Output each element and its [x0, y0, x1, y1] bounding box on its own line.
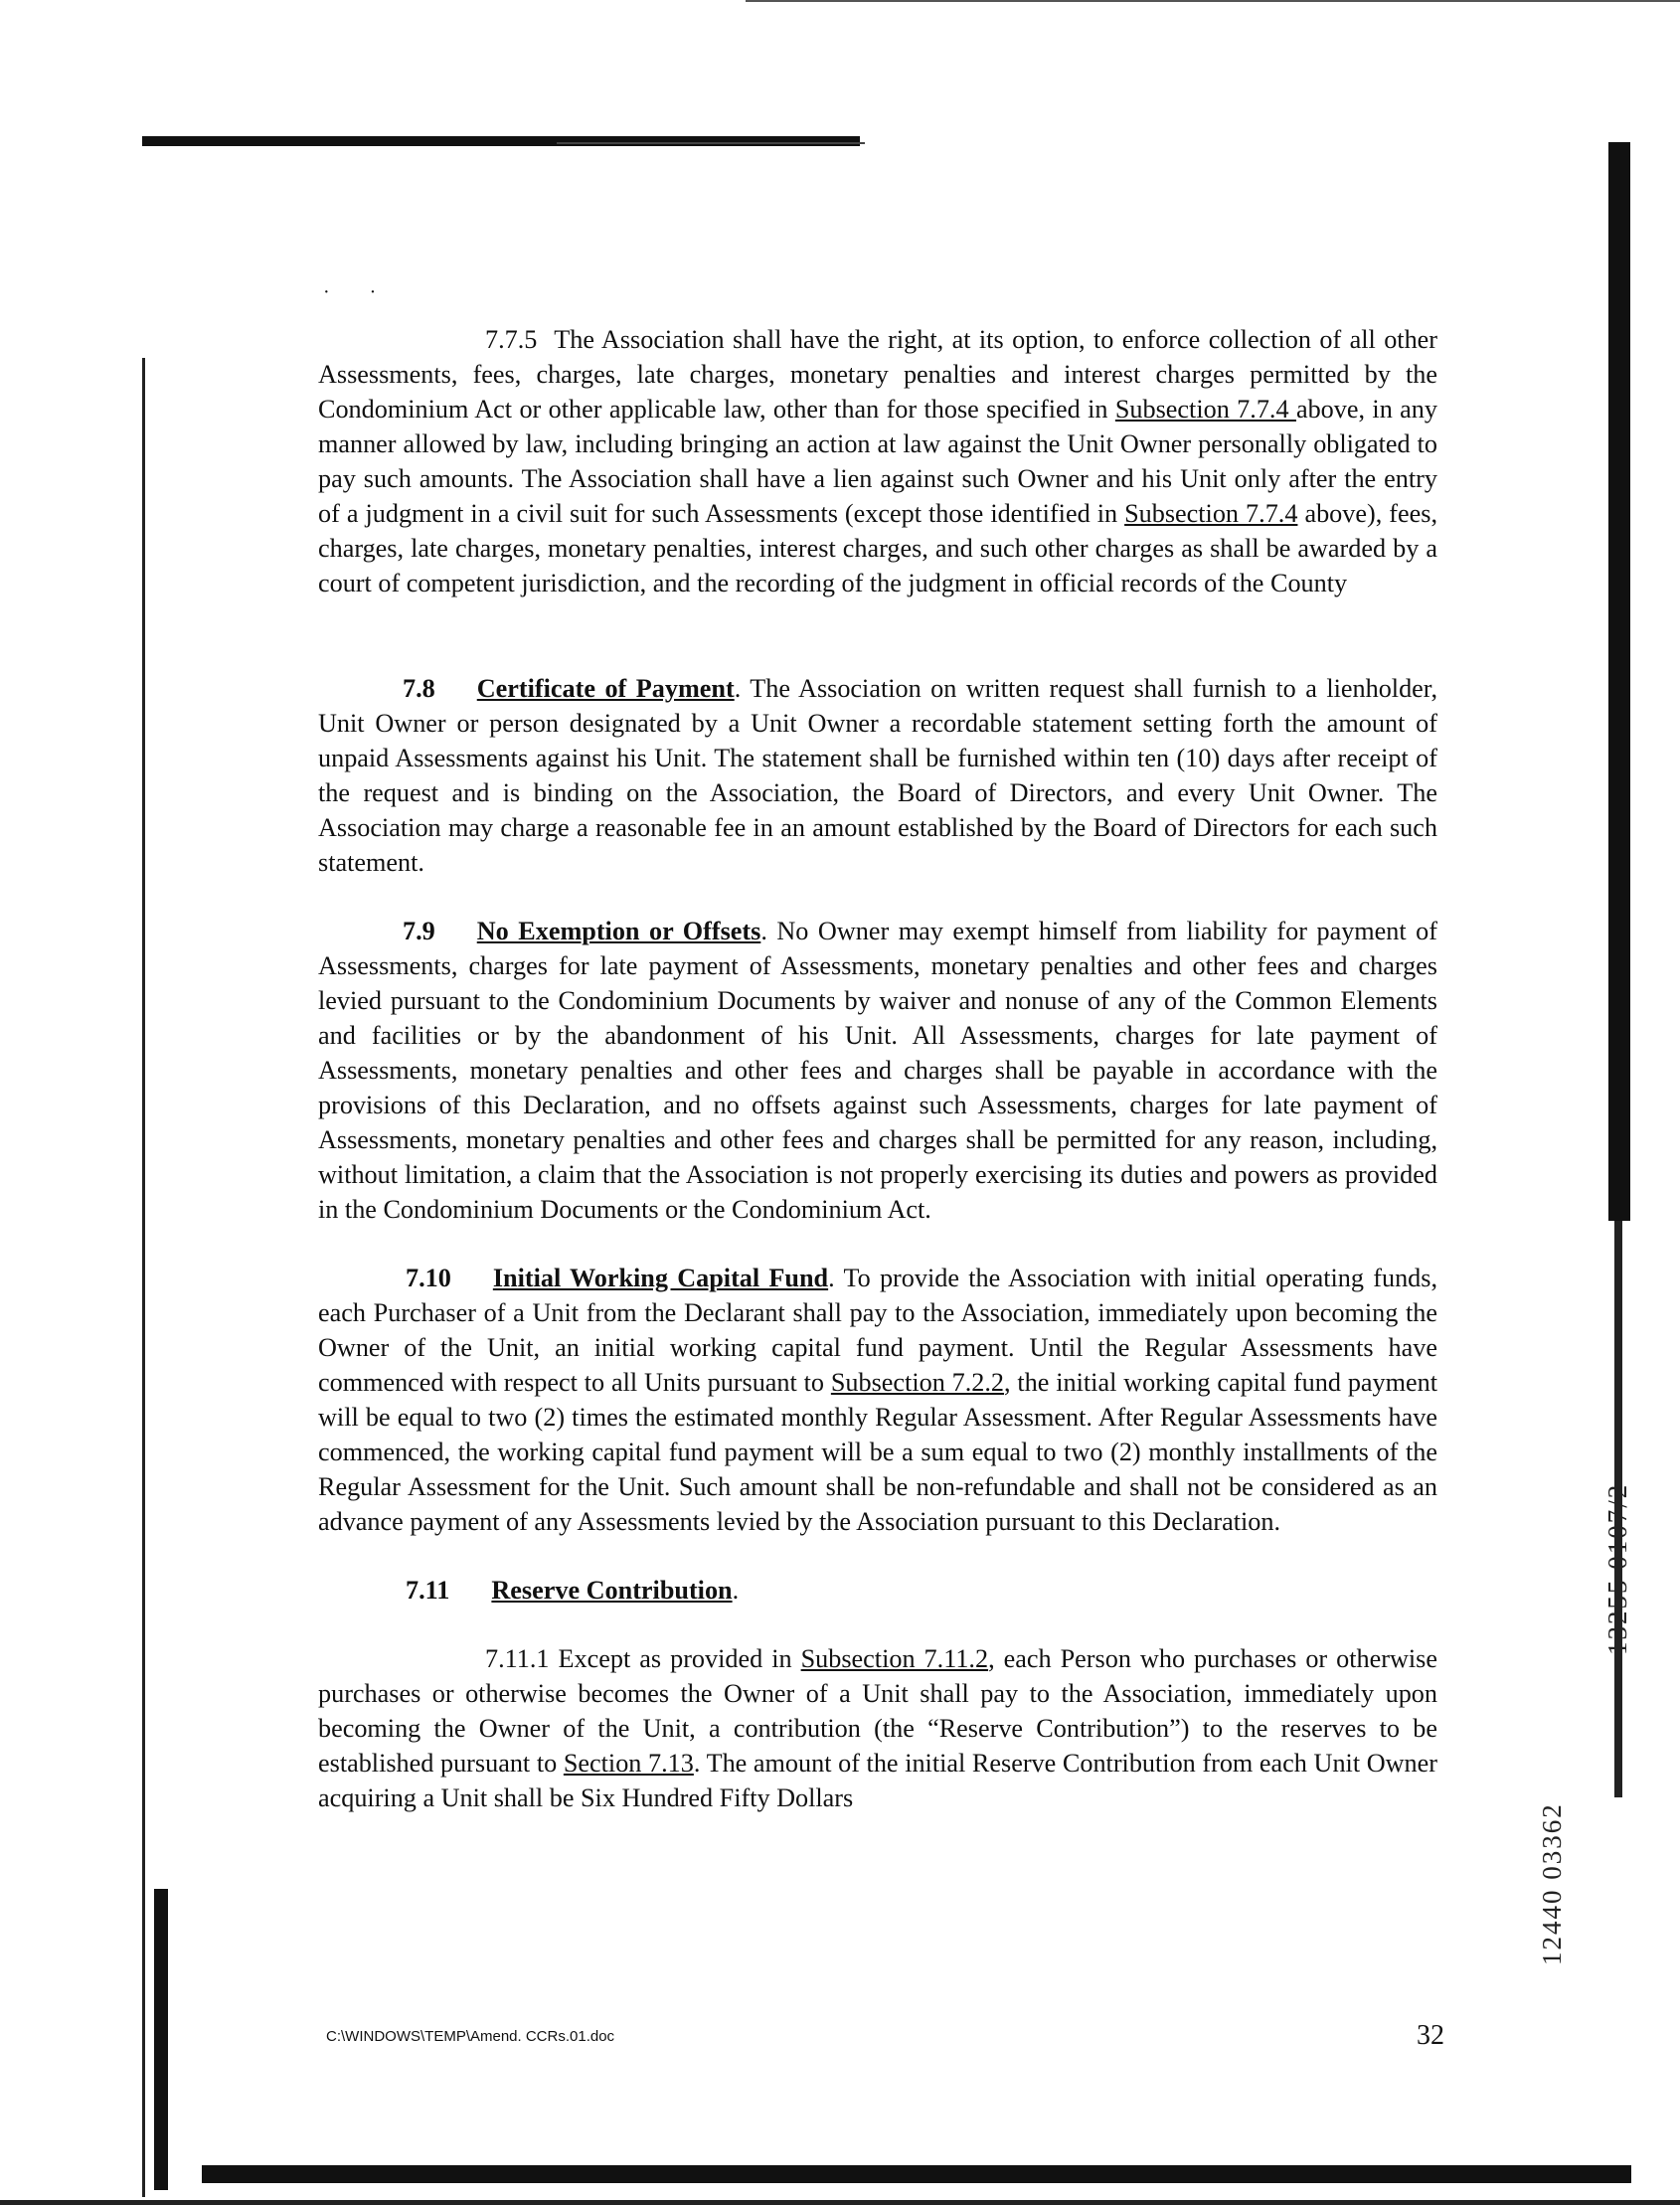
section-number: 7.11.1: [485, 1644, 550, 1673]
paragraph-text: Except as provided in: [558, 1644, 801, 1673]
section-number: 7.10: [406, 1264, 451, 1292]
section-number: 7.8: [403, 674, 435, 703]
paragraph-text: . The Association on written request shall furnish to a lienholder, Unit Owner or person designated by a Unit Owner a recordable statement setting forth the amount of unpaid Assessments against his Unit. The statement shall be furnished within ten (10) days after receipt of the request and is binding on the Association, the Board of Directors, and every Unit Owner. The Association may charge a reasonable fee in an amount established by the Board of Directors for each such statement.: [318, 674, 1437, 877]
section-number: 7.9: [403, 917, 435, 945]
section-heading: No Exemption or Offsets: [476, 917, 761, 945]
scan-bar-top-left-tail: [557, 142, 865, 144]
paragraph-text: . To provide the Association with initial operating funds, each Purchaser of a Unit from the Declarant shall pay to the Association, immediately upon becoming the Owner of the Unit, an initial working capital fund payment. Until the Regular Assessments have commenced with respect to all Units pursuant to: [318, 1264, 1437, 1397]
section-heading: Reserve Contribution: [491, 1576, 733, 1605]
paragraph-7-10: [318, 1261, 1437, 1539]
section-number: 7.11: [406, 1576, 450, 1605]
paragraph-text: , the initial working capital fund payment will be equal to two (2) times the estimated monthly Regular Assessment. After Regular Assessments have commenced, the working capital fund payment will be a sum equal to two (2) monthly installments of the Regular Assessment for the Unit. Such amount shall be non-refundable and shall not be considered as an advance payment of any Assessments levied by the Association pursuant to this Declaration.: [318, 1368, 1437, 1536]
paragraph-7-7-5: [318, 322, 1437, 600]
scan-edge-line-left: [142, 358, 145, 2197]
cross-reference: Section 7.13: [563, 1749, 694, 1778]
recording-stamp-1: 13255 0107/2: [1602, 1482, 1632, 1655]
scan-edge-line-top: [746, 0, 1680, 2]
paragraph-text: above, in any manner allowed by law, including bringing an action at law against the Unit Owner personally obligated to pay such amounts. The Association shall have a lien against such Owner and his Unit only after the entry of a judgment in a civil suit for such Assessments (except those identified in: [318, 395, 1437, 528]
paragraph-7-8: [318, 671, 1437, 880]
paragraph-text: . The amount of the initial Reserve Contribution from each Unit Owner acquiring a Unit shall be Six Hundred Fifty Dollars: [318, 1749, 1437, 1812]
paragraph-7-9: [318, 914, 1437, 1227]
scan-specks: ··: [323, 281, 417, 303]
section-heading: Initial Working Capital Fund: [492, 1264, 829, 1292]
section-number: 7.7.5: [485, 325, 538, 354]
scan-bar-top-left: [142, 136, 860, 146]
page-number: 32: [1417, 2020, 1444, 2051]
cross-reference: Subsection 7.11.2: [800, 1644, 989, 1673]
footer-file-path: C:\WINDOWS\TEMP\Amend. CCRs.01.doc: [326, 2028, 615, 2045]
document-body: [318, 322, 1437, 1815]
paragraph-text: above), fees, charges, late charges, monetary penalties, interest charges, and such other charges as shall be awarded by a court of competent jurisdiction, and the recording of the judgment in official records of the County: [318, 499, 1437, 597]
heading-punctuation: .: [732, 1576, 740, 1605]
paragraph-text: , each Person who purchases or otherwise purchases or otherwise becomes the Owner of a Unit shall pay to the Association, immediately upon becoming the Owner of the Unit, a contribution (the “Reserve Contribution”) to the reserves to be established pursuant to: [318, 1644, 1437, 1778]
paragraph-7-11-1: [318, 1641, 1437, 1815]
recording-stamp-2: 12440 03362: [1537, 1802, 1567, 1965]
cross-reference: Subsection 7.7.4: [1114, 395, 1296, 424]
cross-reference: Subsection 7.7.4: [1124, 499, 1298, 528]
paragraph-7-11: [318, 1573, 1437, 1608]
scan-bar-left-bottom: [154, 1889, 168, 2190]
scan-bar-bottom: [202, 2165, 1631, 2183]
section-heading: Certificate of Payment: [476, 674, 735, 703]
paragraph-text: . No Owner may exempt himself from liability for payment of Assessments, charges for late payment of Assessments, monetary penalties and other fees and charges levied pursuant to the Condominium Documents by waiver and nonuse of any of the Common Elements and facilities or by the abandonment of his Unit. All Assessments, charges for late payment of Assessments, monetary penalties and other fees and charges shall be payable in accordance with the provisions of this Declaration, and no offsets against such Assessments, charges for late payment of Assessments, monetary penalties and other fees and charges shall be permitted for any reason, including, without limitation, a claim that the Association is not properly exercising its duties and powers as provided in the Condominium Documents or the Condominium Act.: [318, 917, 1438, 1224]
scan-edge-line-bottom: [0, 2200, 1680, 2205]
scan-bar-right: [1608, 142, 1630, 1221]
cross-reference: Subsection 7.2.2: [830, 1368, 1005, 1397]
paragraph-text: The Association shall have the right, at its option, to enforce collection of all other Assessments, fees, charges, late charges, monetary penalties and interest charges permitted by the Condominium Act or other applicable law, other than for those specified in: [318, 325, 1438, 424]
